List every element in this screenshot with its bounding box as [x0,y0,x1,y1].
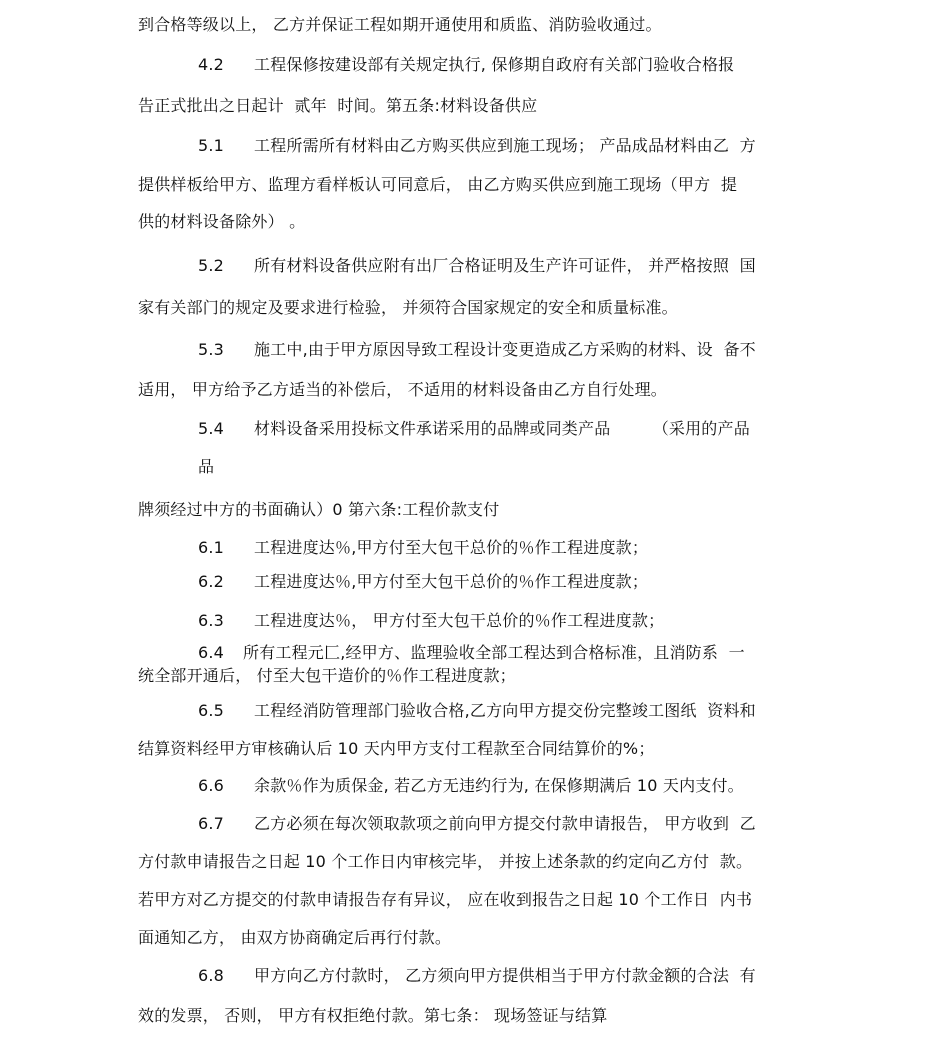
clause-number: 5.2 [198,256,225,275]
text-line: 供的材料设备除外） 。 [138,212,306,231]
text-line: 到合格等级以上， 乙方并保证工程如期开通使用和质监、消防验收通过。 [138,15,662,34]
clause-6-6: 6.6 余款％作为质保金, 若乙方无违约行为, 在保修期满后 10 天内支付。 [198,776,744,795]
text-line: 适用， 甲方给予乙方适当的补偿后， 不适用的材料设备由乙方自行处理。 [138,380,667,399]
clause-number: 6.7 [198,814,225,833]
text-line: 结算资料经甲方审核确认后 10 天内甲方支付工程款至合同结算价的%； [138,739,655,758]
clause-6-5: 6.5 工程经消防管理部门验收合格,乙方向甲方提交份完整竣工图纸 资料和 [198,701,756,720]
text-line: 品 [198,457,215,476]
clause-number: 6.6 [198,776,225,795]
clause-number: 5.1 [198,136,225,155]
clause-number: 5.4 [198,419,225,438]
text-line: 告正式批出之日起计 贰年 时间。第五条:材料设备供应 [138,96,538,115]
clause-number: 6.8 [198,966,225,985]
clause-6-8: 6.8 甲方向乙方付款时， 乙方须向甲方提供相当于甲方付款金额的合法 有 [198,966,756,985]
clause-number: 6.5 [198,701,225,720]
clause-number: 4.2 [198,55,225,74]
text-line: 提供样板给甲方、监理方看样板认可同意后， 由乙方购买供应到施工现场（甲方 提 [138,175,738,194]
text-line: 效的发票， 否则， 甲方有权拒绝付款。第七条： 现场签证与结算 [138,1006,608,1025]
text-line: 统全部开通后， 付至大包干造价的％作工程进度款； [138,666,516,685]
text-line: 家有关部门的规定及要求进行检验， 并须符合国家规定的安全和质量标准。 [138,298,678,317]
clause-6-4: 6.4 所有工程元匚,经甲方、监理验收全部工程达到合格标准，且消防系 一 [198,643,745,662]
clause-6-3: 6.3 工程进度达％， 甲方付至大包干总价的％作工程进度款； [198,611,665,630]
clause-5-2: 5.2 所有材料设备供应附有出厂合格证明及生产许可证件， 并严格按照 国 [198,256,756,275]
clause-4-2: 4.2 工程保修按建设部有关规定执行, 保修期自政府有关部门验收合格报 [198,55,735,74]
text-line: 若甲方对乙方提交的付款申请报告存有异议， 应在收到报告之日起 10 个工作日 内书 [138,890,753,909]
text-line: 方付款申请报告之日起 10 个工作日内审核完毕， 并按上述条款的约定向乙方付 款。 [138,852,753,871]
clause-6-1: 6.1 工程进度达％,甲方付至大包干总价的％作工程进度款； [198,538,649,557]
clause-number: 5.3 [198,340,225,359]
clause-6-2: 6.2 工程进度达％,甲方付至大包干总价的％作工程进度款； [198,572,649,591]
clause-5-1: 5.1 工程所需所有材料由乙方购买供应到施工现场； 产品成品材料由乙 方 [198,136,756,155]
clause-6-7: 6.7 乙方必须在每次领取款项之前向甲方提交付款申请报告， 甲方收到 乙 [198,814,756,833]
clause-5-3: 5.3 施工中,由于甲方原因导致工程设计变更造成乙方采购的材料、设 备不 [198,340,756,359]
clause-number: 6.3 [198,611,225,630]
text-line: 面通知乙方， 由双方协商确定后再行付款。 [138,928,452,947]
clause-5-4: 5.4 材料设备采用投标文件承诺采用的品牌或同类产品 （采用的产品 [198,419,750,438]
clause-number: 6.2 [198,572,225,591]
clause-number: 6.1 [198,538,225,557]
clause-number: 6.4 [198,643,225,662]
text-line: 牌须经过中方的书面确认）0 第六条:工程价款支付 [138,500,500,519]
